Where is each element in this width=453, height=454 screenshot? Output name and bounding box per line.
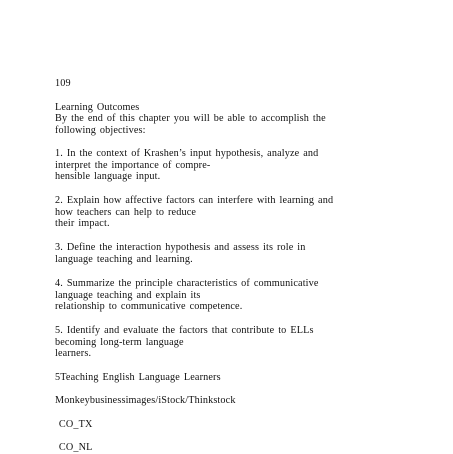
chapter-title: 5Teaching English Language Learners (55, 372, 221, 383)
objective-item: 2. Explain how affective factors can interfere with learning and how teachers can help to reduce their impact. (55, 195, 334, 230)
intro-text: By the end of this chapter you will be able to accomplish the following objectives: (55, 113, 326, 136)
objective-item: 5. Identify and evaluate the factors that contribute to ELLs becoming long-term language learners. (55, 325, 314, 360)
code-tx: CO_TX (55, 419, 93, 430)
objective-item: 4. Summarize the principle characteristics of communicative language teaching and explain its relationship to communicative competence. (55, 278, 319, 313)
objective-item: 3. Define the interaction hypothesis and assess its role in language teaching and learning. (55, 242, 306, 265)
objective-item: 1. In the context of Krashen’s input hypothesis, analyze and interpret the importance of compre- hensible language input. (55, 148, 319, 183)
page-number: 109 (55, 78, 71, 89)
section-heading: Learning Outcomes (55, 102, 140, 113)
code-nl: CO_NL (55, 442, 93, 453)
photo-credit: Monkeybusinessimages/iStock/Thinkstock (55, 395, 236, 406)
